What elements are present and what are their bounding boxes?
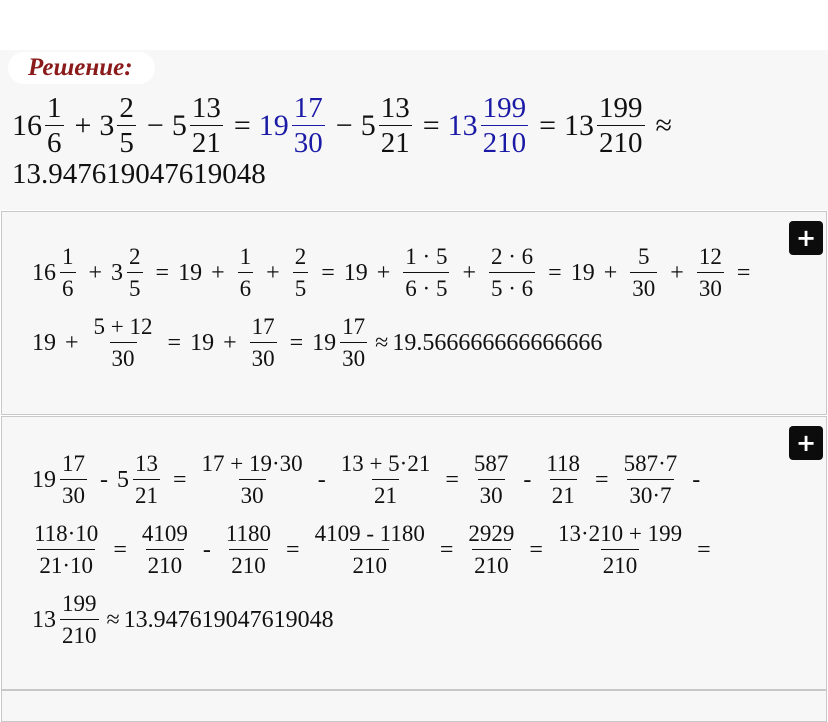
- step-line: [32, 445, 720, 515]
- operator: +: [223, 329, 237, 356]
- equals-sign: =: [286, 536, 300, 563]
- operator: −: [146, 109, 164, 142]
- fraction: $\frac{13 + 5\cdot 21}{21}$: [340, 451, 431, 508]
- fraction: $\frac{118\cdot 10}{21\cdot 10}$: [34, 521, 99, 578]
- term-whole: 5: [171, 109, 187, 142]
- term-fraction: $\frac{13}{21}$: [191, 92, 221, 159]
- approx-sign: ≈: [106, 606, 120, 633]
- operator: -: [523, 466, 532, 493]
- equals-sign: =: [548, 259, 562, 286]
- operator: +: [462, 259, 476, 286]
- operator: +: [670, 259, 684, 286]
- step-line: [32, 585, 720, 655]
- fraction: $\frac{5}{30}$: [632, 244, 656, 301]
- step-line: [32, 308, 759, 378]
- fraction: $\frac{13\cdot 210 + 199}{210}$: [557, 521, 683, 578]
- step-line: [32, 238, 759, 308]
- equals-sign: =: [233, 109, 251, 142]
- step-line: [32, 515, 720, 585]
- equals-sign: =: [595, 466, 609, 493]
- operator: -: [100, 466, 108, 493]
- fraction: $\frac{13}{21}$: [135, 451, 158, 508]
- operator: +: [266, 259, 280, 286]
- term-fraction: $\frac{13}{21}$: [380, 92, 410, 159]
- whole-number: 19: [190, 329, 215, 356]
- equals-sign: =: [422, 109, 440, 142]
- operator: −: [335, 109, 353, 142]
- equals-sign: =: [167, 329, 182, 356]
- fraction: $\frac{2929}{210}$: [468, 521, 515, 578]
- equals-sign: =: [321, 259, 335, 286]
- operator: +: [603, 259, 618, 286]
- equals-sign: =: [173, 466, 187, 493]
- term-whole: 3: [99, 109, 115, 142]
- whole-number: 19: [312, 329, 337, 356]
- fraction: $\frac{587\cdot 7}{30\cdot 7}$: [623, 451, 678, 508]
- whole-number: 19: [178, 259, 203, 286]
- whole-number: 5: [117, 466, 129, 493]
- operator: +: [211, 259, 225, 286]
- result-whole: 13: [564, 109, 595, 142]
- step-content: [32, 445, 720, 655]
- equals-sign: =: [155, 259, 170, 286]
- step-content: [32, 238, 759, 378]
- equals-sign: =: [697, 536, 711, 563]
- term-whole: 5: [360, 109, 376, 142]
- operator: +: [74, 109, 92, 142]
- intermediate-fraction: $\frac{17}{30}$: [293, 92, 323, 159]
- approx-sign: ≈: [375, 329, 389, 356]
- approx-value: 13.947619047619048: [123, 606, 334, 633]
- fraction: $\frac{5 + 12}{30}$: [93, 314, 153, 371]
- fraction: $\frac{2 \cdot 6}{5 \cdot 6}$: [491, 244, 534, 301]
- whole-number: 19: [343, 259, 368, 286]
- operator: +: [65, 329, 79, 356]
- operator: +: [376, 259, 391, 286]
- equals-sign: =: [445, 466, 459, 493]
- solution-title: Решение:: [8, 52, 155, 84]
- term-fraction: $\frac{2}{5}$: [119, 92, 134, 159]
- fraction: $\frac{17 + 19\cdot 30}{30}$: [201, 451, 303, 508]
- whole-number: 16: [32, 259, 56, 286]
- fraction: $\frac{4109}{210}$: [141, 521, 188, 578]
- operator: -: [317, 466, 326, 493]
- fraction: $\frac{1}{6}$: [62, 244, 74, 301]
- intermediate-fraction: $\frac{199}{210}$: [482, 92, 527, 159]
- whole-number: 19: [570, 259, 595, 286]
- fraction: $\frac{587}{30}$: [473, 451, 509, 508]
- fraction: $\frac{12}{30}$: [698, 244, 722, 301]
- fraction: $\frac{118}{21}$: [546, 451, 581, 508]
- equals-sign: =: [113, 536, 127, 563]
- equals-sign: =: [289, 329, 304, 356]
- expand-step-button[interactable]: +: [789, 426, 823, 460]
- equals-sign: =: [529, 536, 543, 563]
- approx-value: 19.566666666666666: [392, 329, 603, 356]
- equals-sign: =: [439, 536, 454, 563]
- main-approx-value: 13.947619047619048: [12, 158, 266, 190]
- operator: +: [88, 259, 103, 286]
- whole-number: 13: [32, 606, 56, 633]
- fraction: $\frac{1}{6}$: [239, 244, 252, 301]
- fraction: $\frac{2}{5}$: [129, 244, 141, 301]
- whole-number: 19: [32, 466, 56, 493]
- operator: -: [692, 466, 701, 493]
- main-equation: [12, 94, 822, 158]
- fraction: $\frac{1180}{210}$: [225, 521, 272, 578]
- term-whole: 16: [12, 109, 42, 142]
- intermediate-whole: 19: [258, 109, 289, 142]
- intermediate-whole: 13: [447, 109, 478, 142]
- operator: -: [202, 536, 211, 563]
- fraction: $\frac{2}{5}$: [294, 244, 307, 301]
- step-box-next: [1, 690, 827, 722]
- fraction: $\frac{17}{30}$: [62, 451, 85, 508]
- step-box-subtraction: [1, 416, 827, 690]
- whole-number: 3: [111, 259, 124, 286]
- fraction: $\frac{1 \cdot 5}{6 \cdot 5}$: [405, 244, 448, 301]
- result-fraction: $\frac{199}{210}$: [599, 92, 643, 159]
- equals-sign: =: [539, 109, 557, 142]
- step-box-addition: [1, 211, 827, 415]
- fraction: $\frac{17}{30}$: [342, 314, 366, 371]
- whole-number: 19: [32, 329, 56, 356]
- equals-sign: =: [736, 259, 751, 286]
- fraction: $\frac{199}{210}$: [62, 591, 97, 648]
- expand-step-button[interactable]: +: [789, 221, 823, 255]
- fraction: $\frac{17}{30}$: [251, 314, 275, 371]
- term-fraction: $\frac{1}{6}$: [47, 92, 62, 159]
- approx-sign: ≈: [655, 109, 672, 142]
- fraction: $\frac{4109 - 1180}{210}$: [314, 521, 425, 578]
